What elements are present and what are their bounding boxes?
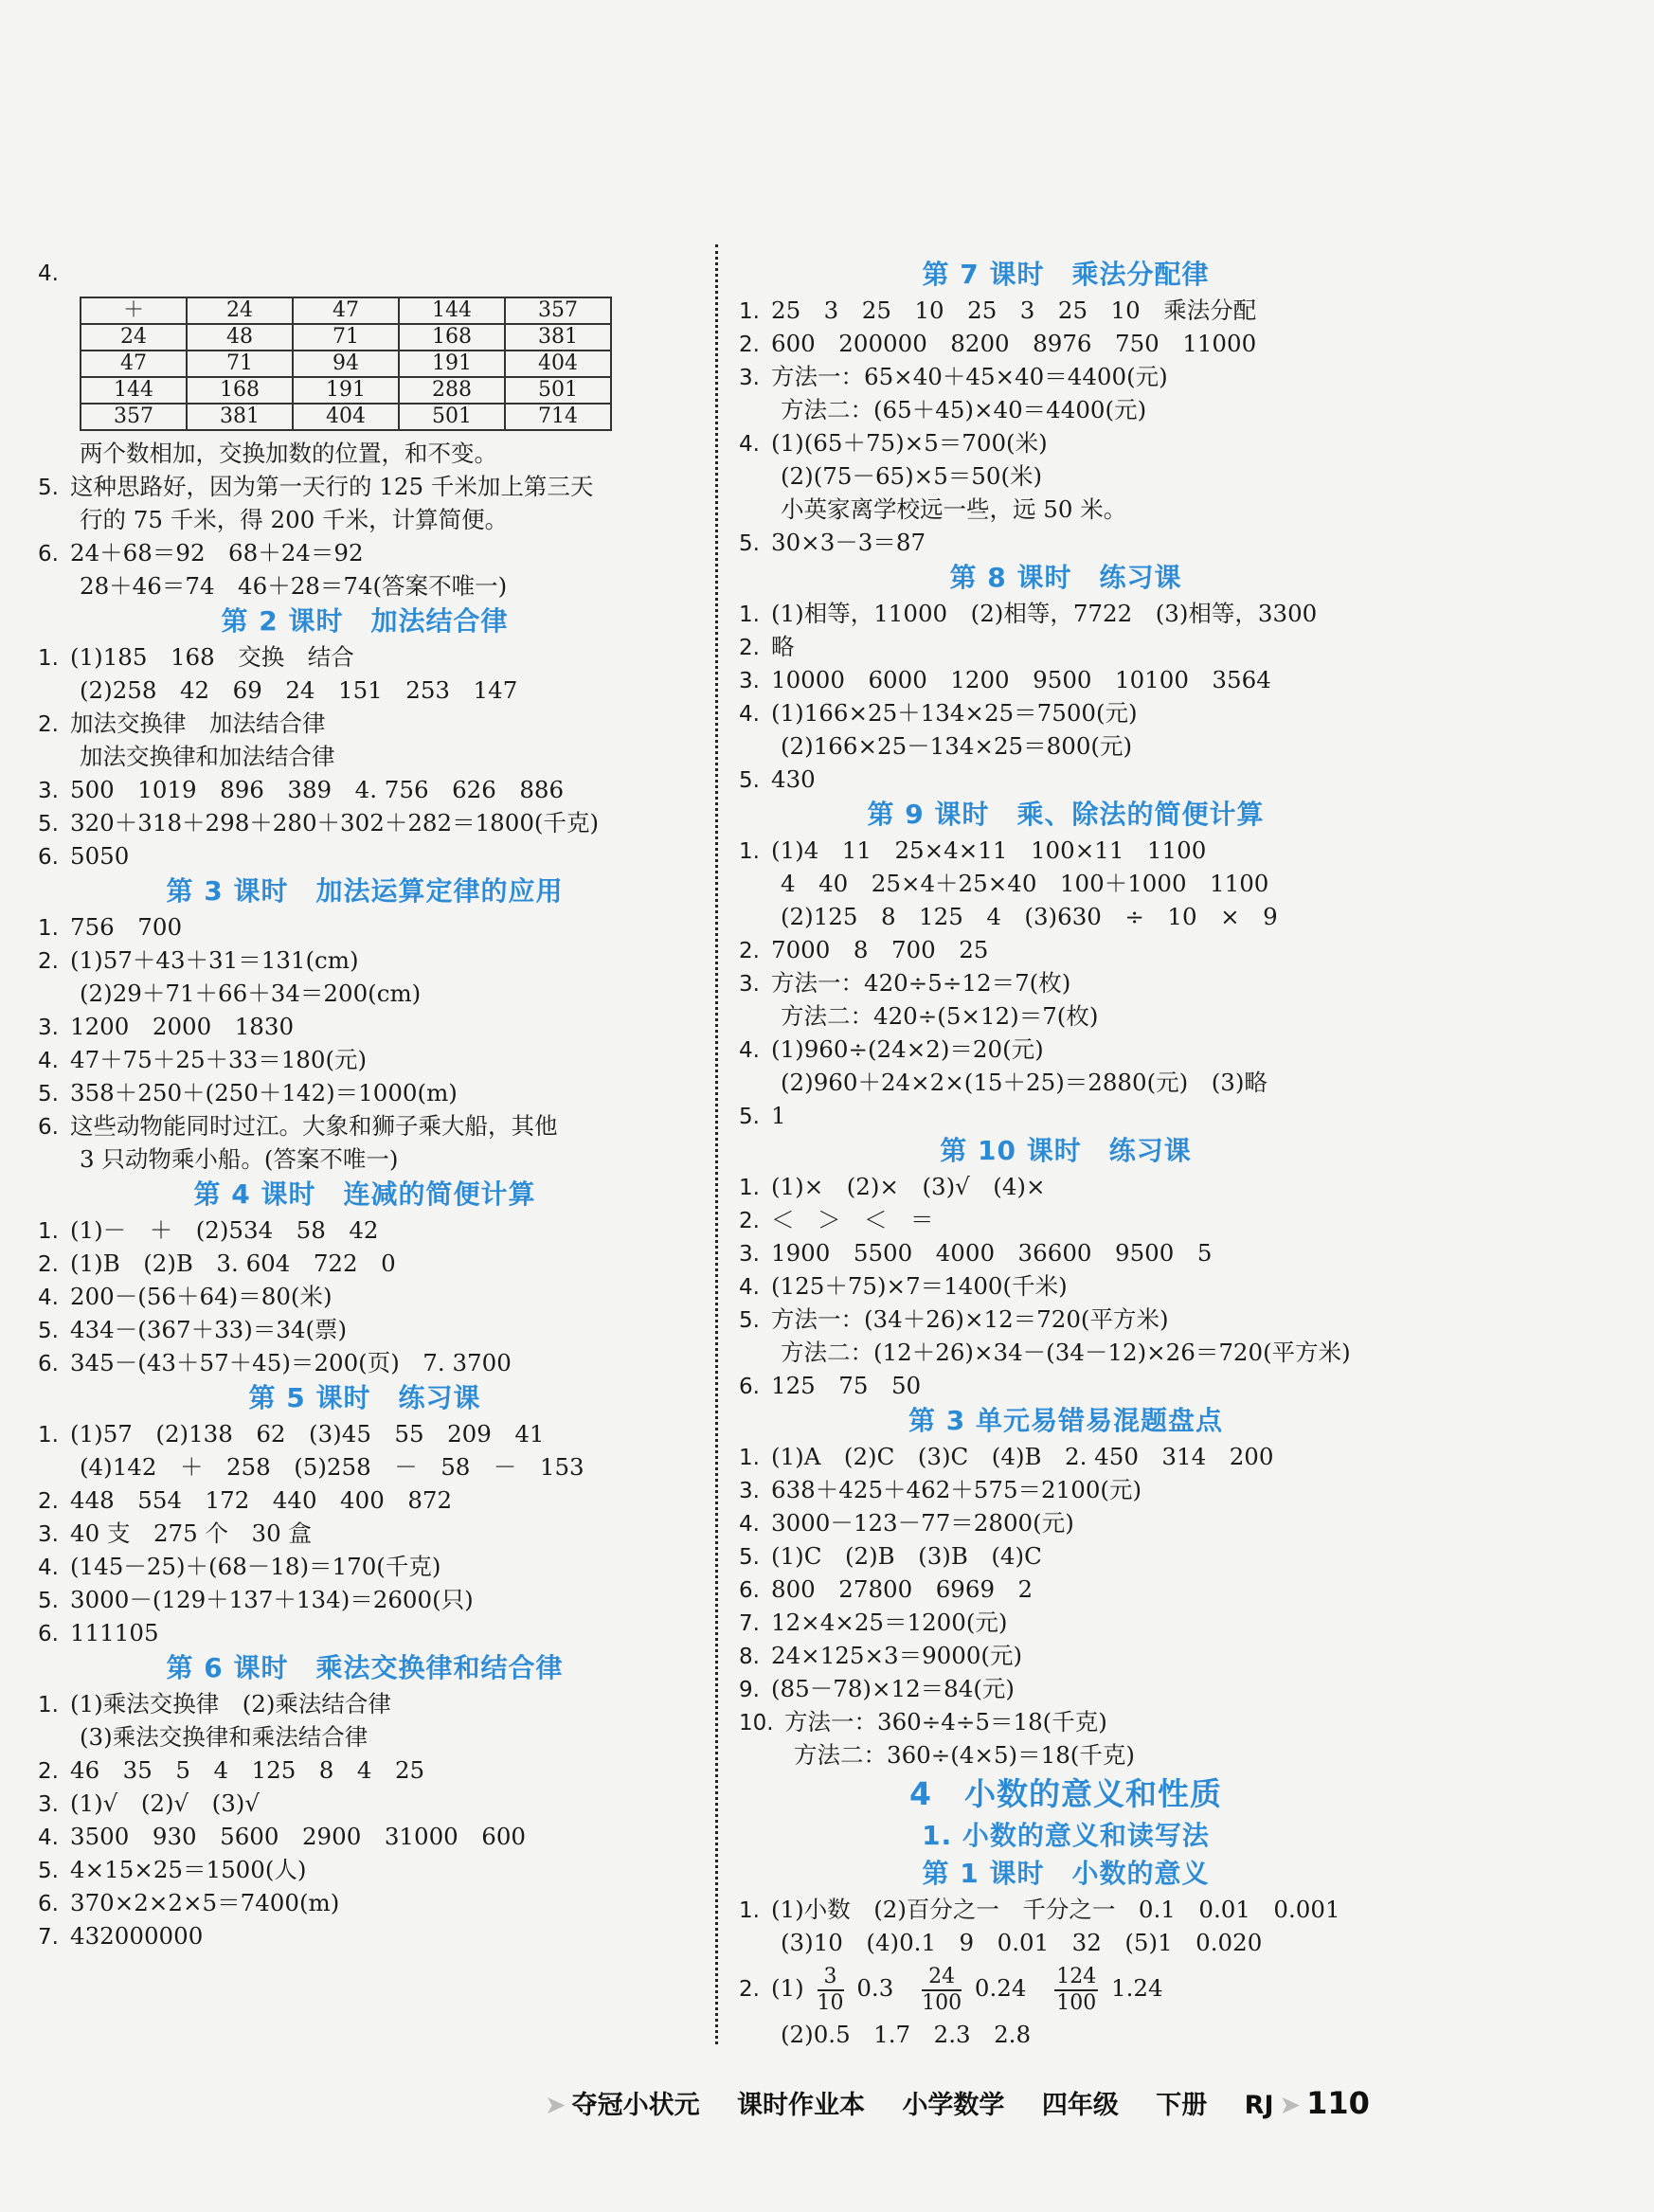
list-item: 方法二：(12＋26)×34－(34－12)×26＝720(平方米): [781, 1339, 1351, 1366]
list-item: 5. 3000－(129＋137＋134)＝2600(只): [38, 1586, 474, 1613]
list-item: 1. (1)乘法交换律 (2)乘法结合律: [38, 1690, 391, 1717]
list-item: 4. 47＋75＋25＋33＝180(元): [38, 1046, 368, 1073]
list-item: 5. 方法一：(34＋26)×12＝720(平方米): [739, 1305, 1169, 1333]
list-item: 1. (1)4 11 25×4×11 100×11 1100: [739, 836, 1207, 864]
list-item: 1. 25 3 25 10 25 3 25 10 乘法分配: [739, 297, 1257, 324]
list-item: 方法二：420÷(5×12)＝7(枚): [781, 1002, 1099, 1030]
list-item: (3)10 (4)0.1 9 0.01 32 (5)1 0.020: [781, 1929, 1263, 1956]
list-item: 5. 434－(367＋33)＝34(票): [38, 1316, 348, 1343]
list-item: 两个数相加，交换加数的位置，和不变。: [80, 440, 497, 467]
list-item: (2)0.5 1.7 2.3 2.8: [781, 2021, 1032, 2048]
list-item: 5. (1)C (2)B (3)B (4)C: [739, 1542, 1042, 1570]
list-item: (2)29＋71＋66＋34＝200(cm): [80, 980, 422, 1007]
list-item: 行的 75 千米，得 200 千米，计算简便。: [80, 506, 509, 533]
list-item: 4.: [38, 261, 59, 286]
table-cell: 71: [293, 324, 399, 351]
list-item: 4. (125＋75)×7＝1400(千米): [739, 1272, 1068, 1300]
list-item: 5. 1: [739, 1102, 786, 1129]
list-item: 4 40 25×4＋25×40 100＋1000 1100: [781, 870, 1269, 897]
section-heading: 第 3 课时 加法运算定律的应用: [166, 875, 564, 907]
addition-table: [80, 297, 612, 431]
list-item: 1. (1)小数 (2)百分之一 千分之一 0.1 0.01 0.001: [739, 1896, 1340, 1923]
section-heading: 第 1 课时 小数的意义: [922, 1858, 1210, 1889]
table-cell: 357: [81, 404, 187, 430]
list-item: 1. (1)57 (2)138 62 (3)45 55 209 41: [38, 1420, 545, 1448]
table-cell: 168: [399, 324, 505, 351]
list-item: 5. 430: [739, 765, 816, 793]
list-item: 4. 3500 930 5600 2900 31000 600: [38, 1823, 527, 1850]
table-cell: 24: [187, 297, 293, 324]
table-cell: 144: [81, 377, 187, 404]
list-item: 2. ＜ ＞ ＜ ＝: [739, 1206, 934, 1233]
list-item: 6. 111105: [38, 1619, 159, 1646]
list-item: (2)125 8 125 4 (3)630 ÷ 10 × 9: [781, 903, 1278, 930]
list-item: 28＋46＝74 46＋28＝74(答案不唯一): [80, 572, 508, 600]
list-item: 小英家离学校远一些，远 50 米。: [781, 495, 1127, 523]
left-column: [38, 256, 692, 1952]
table-cell: 191: [293, 377, 399, 404]
list-item: 2. (1)B (2)B 3. 604 722 0: [38, 1250, 396, 1277]
list-item: 3. 40 支 275 个 30 盒: [38, 1520, 312, 1547]
table-cell: 48: [187, 324, 293, 351]
list-item: 2. (1)57＋43＋31＝131(cm): [38, 946, 359, 974]
list-item: 3. (1)√ (2)√ (3)√: [38, 1789, 260, 1817]
table-cell: 381: [505, 324, 611, 351]
list-item: 2. 448 554 172 440 400 872: [38, 1486, 453, 1514]
footer-edition: RJ: [1244, 2091, 1274, 2120]
list-item: 7. 432000000: [38, 1922, 204, 1950]
table-cell: 501: [399, 404, 505, 430]
list-item: 2. (1) $\frac{3}{10}$ 0.3 $\frac{24}{100}$ 0.24 $\frac{124}{100}$ 1.24: [739, 1964, 1163, 2015]
list-item: 4. (1)(65＋75)×5＝700(米): [739, 429, 1048, 457]
footer-volume: 下册: [1156, 2091, 1208, 2120]
list-item: 1. (1)－ ＋ (2)534 58 42: [38, 1216, 379, 1244]
list-item: (4)142 ＋ 258 (5)258 － 58 － 153: [80, 1453, 584, 1481]
list-item: (3)乘法交换律和乘法结合律: [80, 1723, 369, 1751]
list-item: 6. 这些动物能同时过江。大象和狮子乘大船，其他: [38, 1112, 558, 1140]
table-row: [81, 377, 611, 404]
list-item: 方法二：(65＋45)×40＝4400(元): [781, 396, 1147, 423]
section-heading: 第 9 课时 乘、除法的简便计算: [867, 799, 1265, 830]
list-item: 1. (1)185 168 交换 结合: [38, 643, 354, 671]
list-item: 6. 345－(43＋57＋45)＝200(页) 7. 3700: [38, 1349, 512, 1376]
list-item: 10. 方法一：360÷4÷5＝18(千克): [739, 1708, 1107, 1735]
fraction: $\frac{124}{100}$: [1056, 1964, 1097, 2015]
table-cell: 47: [81, 351, 187, 377]
list-item: 5. 4×15×25＝1500(人): [38, 1856, 307, 1883]
subsection-heading: 1. 小数的意义和读写法: [922, 1820, 1210, 1851]
list-item: 5. 30×3－3＝87: [739, 529, 926, 556]
list-item: 方法二：360÷(4×5)＝18(千克): [794, 1741, 1135, 1769]
list-item: 6. 125 75 50: [739, 1372, 922, 1399]
footer-subject: 小学数学: [902, 2091, 1005, 2120]
table-cell: 404: [293, 404, 399, 430]
table-cell: 94: [293, 351, 399, 377]
table-cell: 501: [505, 377, 611, 404]
list-item: 2. 7000 8 700 25: [739, 936, 989, 963]
list-item: 3. 方法一：65×40＋45×40＝4400(元): [739, 363, 1168, 390]
right-column: [739, 256, 1393, 2051]
list-item: 3. 10000 6000 1200 9500 10100 3564: [739, 666, 1271, 693]
section-heading: 第 10 课时 练习课: [940, 1135, 1192, 1166]
arrow-icon: ➤: [1279, 2091, 1302, 2120]
table-row: [81, 324, 611, 351]
table-row: [81, 351, 611, 377]
list-item: 2. 600 200000 8200 8976 750 11000: [739, 330, 1257, 357]
list-item: 6. 800 27800 6969 2: [739, 1575, 1034, 1603]
list-item: 4. (1)166×25＋134×25＝7500(元): [739, 699, 1138, 727]
chapter-heading: 4 小数的意义和性质: [909, 1775, 1222, 1812]
section-heading: 第 5 课时 练习课: [248, 1382, 481, 1413]
list-item: 5. 这种思路好，因为第一天行的 125 千米加上第三天: [38, 473, 594, 500]
table-cell: 357: [505, 297, 611, 324]
list-item: 2. 略: [739, 633, 795, 660]
fraction: $\frac{3}{10}$: [817, 1964, 844, 2015]
table-cell: 71: [187, 351, 293, 377]
table-cell: 404: [505, 351, 611, 377]
table-cell: 714: [505, 404, 611, 430]
table-cell: 288: [399, 377, 505, 404]
footer-brand: 夺冠小状元: [571, 2091, 700, 2120]
list-item: 1. (1)× (2)× (3)√ (4)×: [739, 1173, 1046, 1200]
section-heading: 第 8 课时 练习课: [949, 562, 1182, 593]
list-item: 2. 46 35 5 4 125 8 4 25: [38, 1756, 425, 1784]
list-item: (2)258 42 69 24 151 253 147: [80, 676, 518, 704]
list-item: 1. (1)相等，11000 (2)相等，7722 (3)相等，3300: [739, 600, 1318, 627]
table-cell: 47: [293, 297, 399, 324]
list-item: 6. 370×2×2×5＝7400(m): [38, 1889, 340, 1916]
list-item: (2)(75－65)×5＝50(米): [781, 462, 1043, 490]
table-cell: 168: [187, 377, 293, 404]
section-heading: 第 4 课时 连减的简便计算: [193, 1178, 536, 1210]
list-item: 6. 5050: [38, 842, 130, 870]
table-cell: 381: [187, 404, 293, 430]
section-heading: 第 3 单元易错易混题盘点: [908, 1405, 1223, 1436]
table-cell: 191: [399, 351, 505, 377]
list-item: 4. (145－25)＋(68－18)＝170(千克): [38, 1553, 441, 1580]
list-item: 4. 3000－123－77＝2800(元): [739, 1509, 1074, 1537]
arrow-icon: ➤: [545, 2091, 566, 2120]
list-item: 3. 638＋425＋462＋575＝2100(元): [739, 1476, 1142, 1503]
list-item: 6. 24＋68＝92 68＋24＝92: [38, 539, 364, 566]
list-item: 2. 加法交换律 加法结合律: [38, 710, 326, 737]
section-heading: 第 6 课时 乘法交换律和结合律: [166, 1652, 564, 1683]
column-divider: [715, 244, 718, 2044]
list-item: 3. 1200 2000 1830: [38, 1013, 295, 1040]
list-item: 7. 12×4×25＝1200(元): [739, 1609, 1008, 1636]
list-item: 3 只动物乘小船。(答案不唯一): [80, 1145, 399, 1173]
list-item: 8. 24×125×3＝9000(元): [739, 1642, 1023, 1669]
section-heading: 第 2 课时 加法结合律: [221, 605, 509, 637]
table-cell: 144: [399, 297, 505, 324]
footer-book: 课时作业本: [737, 2091, 866, 2120]
list-item: 5. 358＋250＋(250＋142)＝1000(m): [38, 1079, 458, 1106]
list-item: (2)960＋24×2×(15＋25)＝2880(元) (3)略: [781, 1069, 1267, 1096]
list-item: 加法交换律和加法结合律: [80, 743, 335, 770]
list-item: 4. (1)960÷(24×2)＝20(元): [739, 1035, 1044, 1063]
table-cell: 24: [81, 324, 187, 351]
list-item: (2)166×25－134×25＝800(元): [781, 732, 1133, 760]
list-item: 3. 500 1019 896 389 4. 756 626 886: [38, 776, 565, 803]
list-item: 1. (1)A (2)C (3)C (4)B 2. 450 314 200: [739, 1443, 1274, 1470]
list-item: 5. 320＋318＋298＋280＋302＋282＝1800(千克): [38, 809, 600, 836]
table-cell: ＋: [81, 297, 187, 324]
list-item: 4. 200－(56＋64)＝80(米): [38, 1283, 333, 1310]
list-item: 3. 1900 5500 4000 36600 9500 5: [739, 1239, 1213, 1267]
list-item: 3. 方法一：420÷5÷12＝7(枚): [739, 969, 1071, 997]
section-heading: 第 7 课时 乘法分配律: [922, 259, 1210, 290]
table-row: [81, 404, 611, 430]
page-footer: [545, 2084, 1370, 2121]
list-item: 1. 756 700: [38, 913, 183, 941]
page-number: 110: [1306, 2085, 1370, 2121]
list-item: 9. (85－78)×12＝84(元): [739, 1675, 1015, 1702]
footer-grade: 四年级: [1041, 2091, 1119, 2120]
fraction: $\frac{24}{100}$: [922, 1964, 962, 2015]
table-row: [81, 297, 611, 324]
